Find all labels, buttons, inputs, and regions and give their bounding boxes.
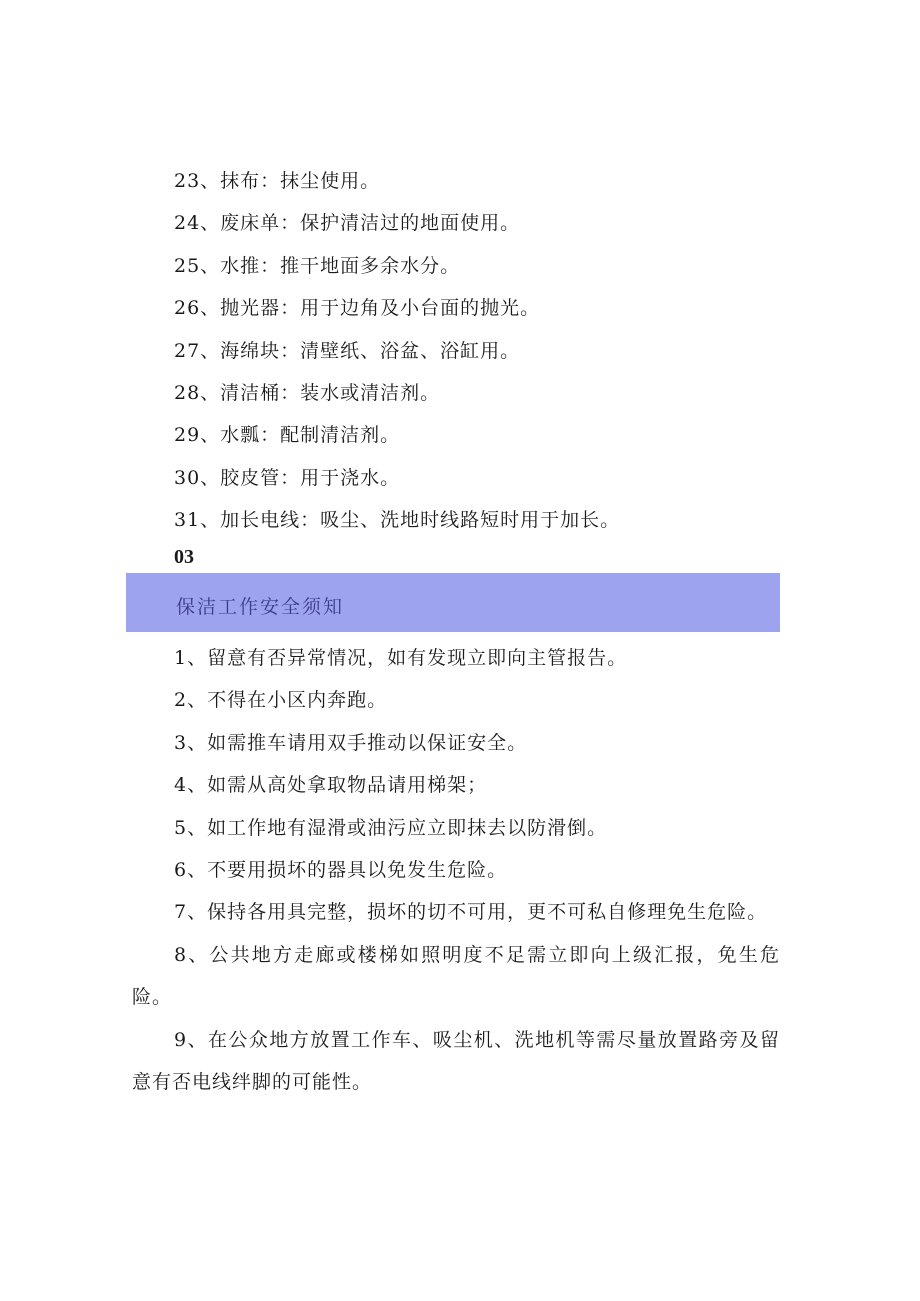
list-item: 9、在公众地方放置工作车、吸尘机、洗地机等需尽量放置路旁及留意有否电线绊脚的可能性。 (132, 1028, 780, 1094)
list-item: 24、废床单：保护清洁过的地面使用。 (174, 212, 521, 235)
list-item: 4、如需从高处拿取物品请用梯架； (174, 774, 488, 797)
list-item: 23、抹布：抹尘使用。 (174, 170, 381, 192)
list-item: 7、保持各用具完整，损坏的切不可用，更不可私自修理免生危险。 (174, 901, 768, 924)
list-item: 30、胶皮管：用于浇水。 (174, 466, 401, 489)
list-item: 27、海绵块：清壁纸、浴盆、浴缸用。 (174, 339, 521, 362)
list-item: 25、水推：推干地面多余水分。 (174, 254, 461, 277)
list-item: 2、不得在小区内奔跑。 (174, 689, 388, 712)
list-item: 3、如需推车请用双手推动以保证安全。 (174, 731, 528, 754)
list-item: 1、留意有否异常情况，如有发现立即向主管报告。 (174, 647, 628, 669)
safety-list (132, 637, 780, 1103)
section-banner (126, 573, 780, 632)
list-item: 29、水瓢：配制清洁剂。 (174, 424, 401, 447)
list-item: 8、公共地方走廊或楼梯如照明度不足需立即向上级汇报，免生危险。 (132, 943, 780, 1009)
list-item: 26、抛光器：用于边角及小台面的抛光。 (174, 297, 541, 320)
list-item: 28、清洁桶：装水或清洁剂。 (174, 381, 441, 404)
section-number: 03 (174, 546, 194, 568)
section-title: 保洁工作安全须知 (176, 596, 345, 618)
list-item: 31、加长电线：吸尘、洗地时线路短时用于加长。 (174, 509, 621, 532)
tool-list (174, 160, 814, 542)
list-item: 5、如工作地有湿滑或油污应立即抹去以防滑倒。 (174, 816, 608, 839)
list-item: 6、不要用损坏的器具以免发生危险。 (174, 859, 508, 882)
